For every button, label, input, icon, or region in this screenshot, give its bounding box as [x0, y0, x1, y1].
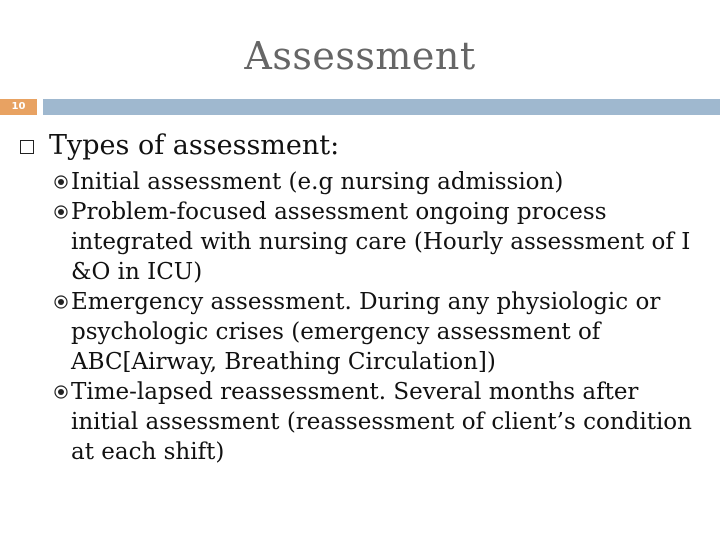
- list-item: [20, 287, 696, 377]
- list-item-text: Initial assessment (e.g nursing admission): [71, 169, 564, 195]
- sub-list: [20, 167, 700, 467]
- list-item-text: Emergency assessment. During any physiologic or psychologic crises (emergency assessment of ABC[Airway, Breathing Circulation]): [71, 289, 661, 375]
- square-bullet-icon: [20, 140, 34, 154]
- list-item-text: Time-lapsed reassessment. Several months after initial assessment (reassessment of client’s condition at each shift): [71, 379, 692, 465]
- slide-number: 10: [0, 99, 37, 115]
- content-list: [20, 130, 700, 467]
- list-item-text: Problem-focused assessment ongoing process integrated with nursing care (Hourly assessment of I &O in ICU): [71, 199, 691, 285]
- list-item: [20, 167, 696, 197]
- header-bar: [0, 99, 720, 115]
- heading-text: Types of assessment:: [49, 130, 340, 161]
- list-item: [20, 197, 696, 287]
- circle-bullet-icon: [54, 385, 68, 399]
- circle-bullet-icon: [54, 205, 68, 219]
- heading-row: [20, 130, 700, 161]
- accent-bar: [43, 99, 720, 115]
- list-item: [20, 377, 696, 467]
- circle-bullet-icon: [54, 295, 68, 309]
- circle-bullet-icon: [54, 175, 68, 189]
- slide-title: Assessment: [244, 34, 476, 78]
